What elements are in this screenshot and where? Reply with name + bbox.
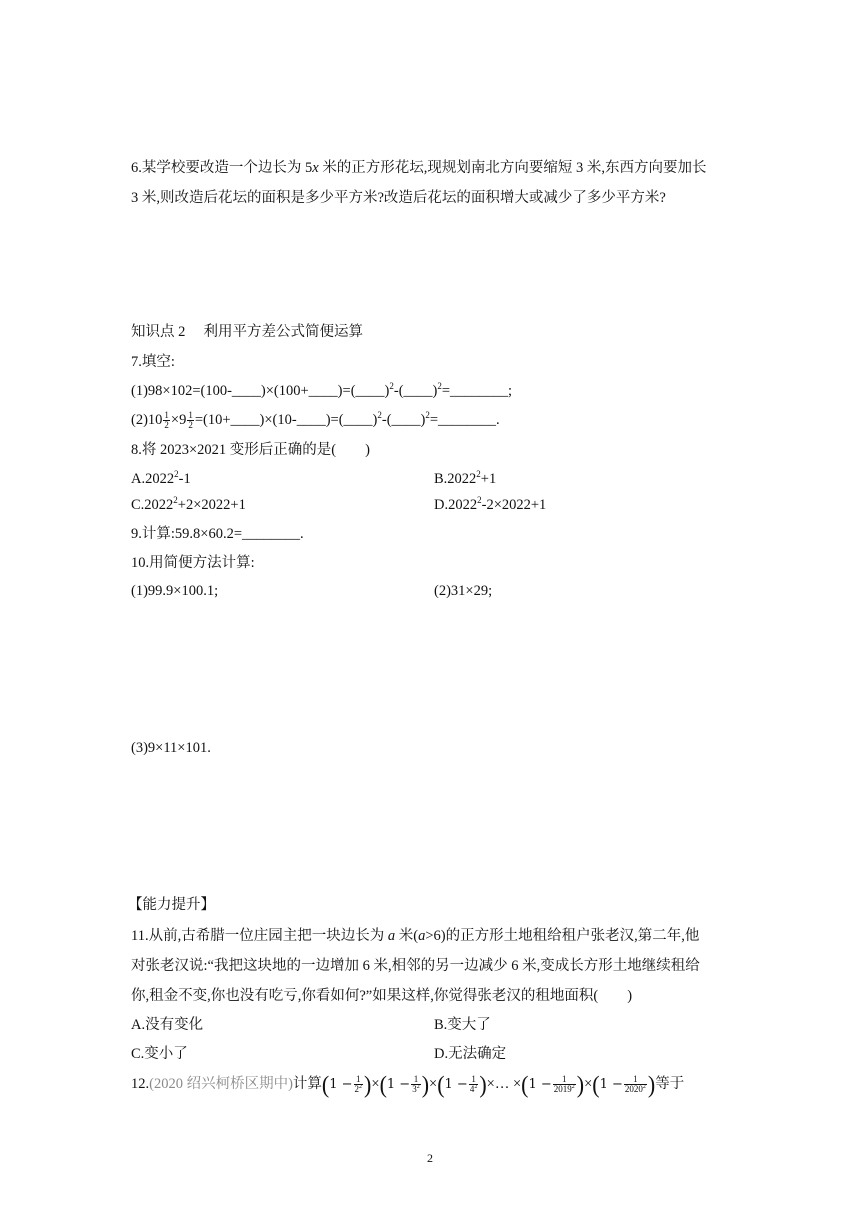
q8-a-base: A.2022: [131, 471, 175, 487]
q12-line: [131, 1070, 685, 1098]
q7-part1: [131, 381, 512, 401]
q8-option-c: [131, 495, 246, 515]
q8-option-b: [434, 469, 496, 489]
denominator: $2^2$: [354, 1084, 363, 1095]
numerator: 1: [411, 1075, 421, 1085]
right-paren: ): [479, 1070, 487, 1098]
q12-fraction-1: [354, 1075, 364, 1094]
q7-p1-b: -(____): [393, 383, 438, 399]
times-sign: ×: [429, 1076, 438, 1092]
q10-title: 10.用简便方法计算:: [131, 555, 255, 571]
right-paren: ): [421, 1070, 430, 1098]
q8-option-a: [131, 469, 191, 489]
q12-fraction-3: [469, 1075, 479, 1094]
exponent-2: 2: [389, 381, 394, 391]
q8-a-rest: -1: [178, 471, 191, 487]
q10-part1: (1)99.9×100.1;: [131, 583, 219, 599]
numerator: 1: [624, 1075, 647, 1085]
q6-text-b: 米的正方形花坛,现规划南北方向要缩短 3 米,东西方向要加长: [318, 160, 707, 176]
numerator: 1: [469, 1075, 479, 1085]
fraction-half: $\frac{1}{2}$: [164, 410, 169, 431]
q10-part3: (3)9×11×101.: [131, 740, 211, 756]
times-sign: ×: [584, 1076, 593, 1092]
page-number: 2: [427, 1151, 433, 1165]
q12-one: 1 −: [599, 1077, 623, 1092]
q8-d-rest: -2×2022+1: [481, 497, 547, 513]
q11-option-d: D.无法确定: [434, 1046, 507, 1062]
q12-one: 1 −: [444, 1077, 468, 1092]
q12-fraction-5: [624, 1075, 647, 1094]
q12-one: 1 −: [329, 1077, 353, 1092]
q7-p1-c: =________;: [441, 383, 513, 399]
q12-tail: 等于: [655, 1076, 685, 1092]
q11-variable: a: [387, 928, 396, 944]
exponent-2: 2: [173, 495, 178, 505]
right-paren: ): [576, 1070, 585, 1098]
ellipsis-times: ×… ×: [486, 1076, 522, 1092]
q11-variable: a: [418, 928, 426, 944]
exponent-2: 2: [425, 410, 430, 420]
q12-fraction-4: [553, 1075, 576, 1094]
q12-one: 1 −: [386, 1077, 411, 1092]
q8-d-base: D.2022: [434, 497, 478, 513]
ability-title: 【能力提升】: [128, 897, 215, 913]
q6-line1: [131, 158, 707, 178]
q7-p2-e: =________.: [429, 412, 500, 428]
q8-c-base: C.2022: [131, 497, 174, 513]
q7-part2: [131, 410, 500, 430]
exponent-2: 2: [477, 495, 482, 505]
denominator: $3^2$: [412, 1084, 420, 1095]
q11-option-a: A.没有变化: [131, 1017, 204, 1033]
right-paren: ): [364, 1070, 372, 1098]
q7-p2-d: -(____): [381, 412, 426, 428]
denominator: $4^2$: [469, 1084, 478, 1095]
right-paren: ): [647, 1070, 656, 1098]
exponent-2: 2: [377, 410, 382, 420]
q12-number: 12.: [131, 1076, 150, 1092]
q9-text: 9.计算:59.8×60.2=________.: [131, 526, 304, 542]
left-paren: (: [521, 1070, 529, 1098]
exponent-2: 2: [437, 381, 442, 391]
q11-text-b: 米(: [395, 928, 419, 944]
q12-fraction-2: [411, 1075, 421, 1094]
q7-title: 7.填空:: [131, 354, 175, 370]
q8-option-d: [434, 495, 546, 515]
q8-title: 8.将 2023×2021 变形后正确的是( ): [131, 442, 370, 458]
q11-text-a: 11.从前,古希腊一位庄园主把一块边长为: [131, 928, 388, 944]
exponent-2: 2: [476, 469, 481, 479]
q11-option-c: C.变小了: [131, 1046, 188, 1062]
q12-source: (2020 绍兴柯桥区期中): [149, 1076, 293, 1092]
left-paren: (: [321, 1070, 330, 1098]
q11-option-b: B.变大了: [434, 1017, 491, 1033]
section-2-title: 知识点 2 利用平方差公式简便运算: [131, 324, 363, 340]
q7-p2-b: ×9: [170, 412, 187, 428]
numerator: 1: [553, 1075, 576, 1085]
q7-p2-a: (2)10: [131, 412, 163, 428]
left-paren: (: [592, 1070, 600, 1098]
q7-p2-c: =(10+____)×(10-____)=(____): [194, 412, 378, 428]
q11-text-c: >6)的正方形土地租给租户张老汉,第二年,他: [425, 928, 700, 944]
q8-c-rest: +2×2022+1: [177, 497, 246, 513]
q11-line3: 你,租金不变,你也没有吃亏,你看如何?”如果这样,你觉得张老汉的租地面积( ): [131, 988, 633, 1004]
left-paren: (: [379, 1070, 387, 1098]
denominator: 2019$^2$: [553, 1084, 575, 1095]
left-paren: (: [437, 1070, 445, 1098]
fraction-half: $\frac{1}{2}$: [188, 410, 193, 431]
q6-text-a: 6.某学校要改造一个边长为 5: [131, 160, 313, 176]
q12-calc-label: 计算: [292, 1076, 322, 1092]
exponent-2: 2: [174, 469, 179, 479]
q8-b-rest: +1: [480, 471, 497, 487]
q6-variable: x: [312, 160, 319, 176]
q11-line1: [131, 926, 699, 946]
q8-b-base: B.2022: [434, 471, 477, 487]
q6-line2: 3 米,则改造后花坛的面积是多少平方米?改造后花坛的面积增大或减少了多少平方米?: [131, 190, 666, 206]
numerator: 1: [354, 1075, 364, 1085]
q12-one: 1 −: [528, 1077, 552, 1092]
q10-part2: (2)31×29;: [434, 583, 493, 599]
q7-p1-a: (1)98×102=(100-____)×(100+____)=(____): [131, 383, 390, 399]
denominator: 2020$^2$: [624, 1084, 646, 1095]
times-sign: ×: [371, 1076, 380, 1092]
q11-line2: 对张老汉说:“我把这块地的一边增加 6 米,相邻的另一边减少 6 米,变成长方形土地继续租给: [131, 958, 700, 974]
